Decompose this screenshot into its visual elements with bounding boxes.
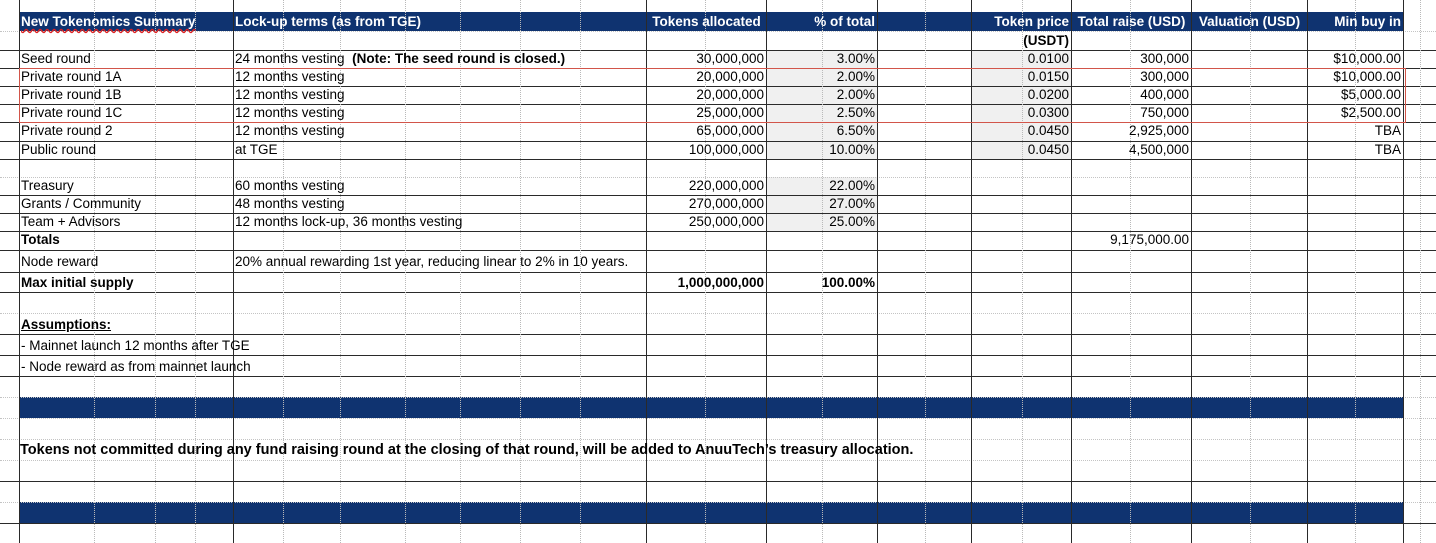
header-col-name-text: New Tokenomics Summary [21, 14, 196, 29]
node-reward-label: Node reward [21, 254, 99, 269]
header-col-valuation: Valuation (USD) [1198, 14, 1301, 29]
header-col-price-unit: (USDT) [1023, 33, 1069, 48]
round-raise: 300,000 [1140, 51, 1189, 66]
allocation-name: Team + Advisors [21, 214, 121, 229]
round-price: 0.0100 [1027, 51, 1069, 66]
round-tokens: 65,000,000 [696, 123, 764, 138]
assumption-item: - Node reward as from mainnet launch [21, 359, 251, 374]
round-name: Private round 2 [21, 123, 113, 138]
assumptions-title: Assumptions: [21, 317, 112, 332]
max-supply-tokens: 1,000,000,000 [677, 275, 764, 290]
round-pct: 2.50% [836, 105, 875, 120]
round-min-buy: TBA [1374, 142, 1401, 157]
allocation-terms: 60 months vesting [235, 178, 345, 193]
round-terms: 12 months vesting [235, 105, 345, 120]
round-name: Public round [21, 142, 97, 157]
round-min-buy: $5,000.00 [1340, 87, 1401, 102]
allocation-pct: 22.00% [829, 178, 875, 193]
separator-bar-1 [20, 397, 1403, 418]
round-name: Seed round [21, 51, 91, 66]
round-terms: 12 months vesting [235, 123, 345, 138]
max-supply-label: Max initial supply [21, 275, 134, 290]
round-terms: at TGE [235, 142, 278, 157]
round-name: Private round 1B [21, 87, 122, 102]
totals-label: Totals [21, 232, 60, 247]
round-pct: 2.00% [836, 69, 875, 84]
round-price: 0.0150 [1027, 69, 1069, 84]
header-col-tokens: Tokens allocated [652, 14, 761, 29]
allocation-terms: 48 months vesting [235, 196, 345, 211]
treasury-note: Tokens not committed during any fund raising round at the closing of that round, will be added to AnuuTech’s treasury allocation. [20, 442, 914, 458]
totals-raise: 9,175,000.00 [1110, 232, 1189, 247]
separator-bar-2 [20, 502, 1403, 523]
round-pct: 6.50% [836, 123, 875, 138]
round-tokens: 20,000,000 [696, 87, 764, 102]
allocation-pct: 25.00% [829, 214, 875, 229]
node-reward-terms: 20% annual rewarding 1st year, reducing linear to 2% in 10 years. [235, 254, 629, 269]
round-pct: 2.00% [836, 87, 875, 102]
round-terms: 12 months vesting [235, 69, 345, 84]
round-raise: 4,500,000 [1128, 142, 1189, 157]
round-tokens: 20,000,000 [696, 69, 764, 84]
round-raise: 2,925,000 [1128, 123, 1189, 138]
assumption-item: - Mainnet launch 12 months after TGE [21, 338, 250, 353]
allocation-pct: 27.00% [829, 196, 875, 211]
round-price: 0.0450 [1027, 123, 1069, 138]
round-raise: 750,000 [1140, 105, 1189, 120]
round-name: Private round 1C [21, 105, 123, 120]
round-price: 0.0450 [1027, 142, 1069, 157]
max-supply-pct: 100.00% [821, 275, 875, 290]
round-tokens: 30,000,000 [696, 51, 764, 66]
allocation-tokens: 250,000,000 [688, 214, 764, 229]
allocation-tokens: 220,000,000 [688, 178, 764, 193]
round-raise: 300,000 [1140, 69, 1189, 84]
header-col-pct: % of total [814, 14, 875, 29]
allocation-name: Grants / Community [21, 196, 142, 211]
round-pct: 10.00% [829, 142, 875, 157]
allocation-tokens: 270,000,000 [688, 196, 764, 211]
header-col-name [20, 13, 196, 31]
header-col-raise: Total raise (USD) [1077, 14, 1186, 29]
header-col-terms: Lock-up terms (as from TGE) [235, 14, 422, 29]
allocation-name: Treasury [21, 178, 74, 193]
round-name: Private round 1A [21, 69, 122, 84]
round-price: 0.0300 [1027, 105, 1069, 120]
seed-round-note: (Note: The seed round is closed.) [352, 51, 566, 66]
round-min-buy: $2,500.00 [1340, 105, 1401, 120]
round-tokens: 25,000,000 [696, 105, 764, 120]
round-terms: 12 months vesting [235, 87, 345, 102]
round-pct: 3.00% [836, 51, 875, 66]
header-col-min-buy: Min buy in [1334, 14, 1401, 29]
round-min-buy: TBA [1374, 123, 1401, 138]
header-col-price: Token price [994, 14, 1069, 29]
round-tokens: 100,000,000 [688, 142, 764, 157]
round-terms [234, 50, 565, 68]
round-min-buy: $10,000.00 [1333, 69, 1401, 84]
allocation-terms: 12 months lock-up, 36 months vesting [235, 214, 463, 229]
round-raise: 400,000 [1140, 87, 1189, 102]
round-min-buy: $10,000.00 [1333, 51, 1401, 66]
round-price: 0.0200 [1027, 87, 1069, 102]
round-terms-text: 24 months vesting [235, 51, 345, 66]
